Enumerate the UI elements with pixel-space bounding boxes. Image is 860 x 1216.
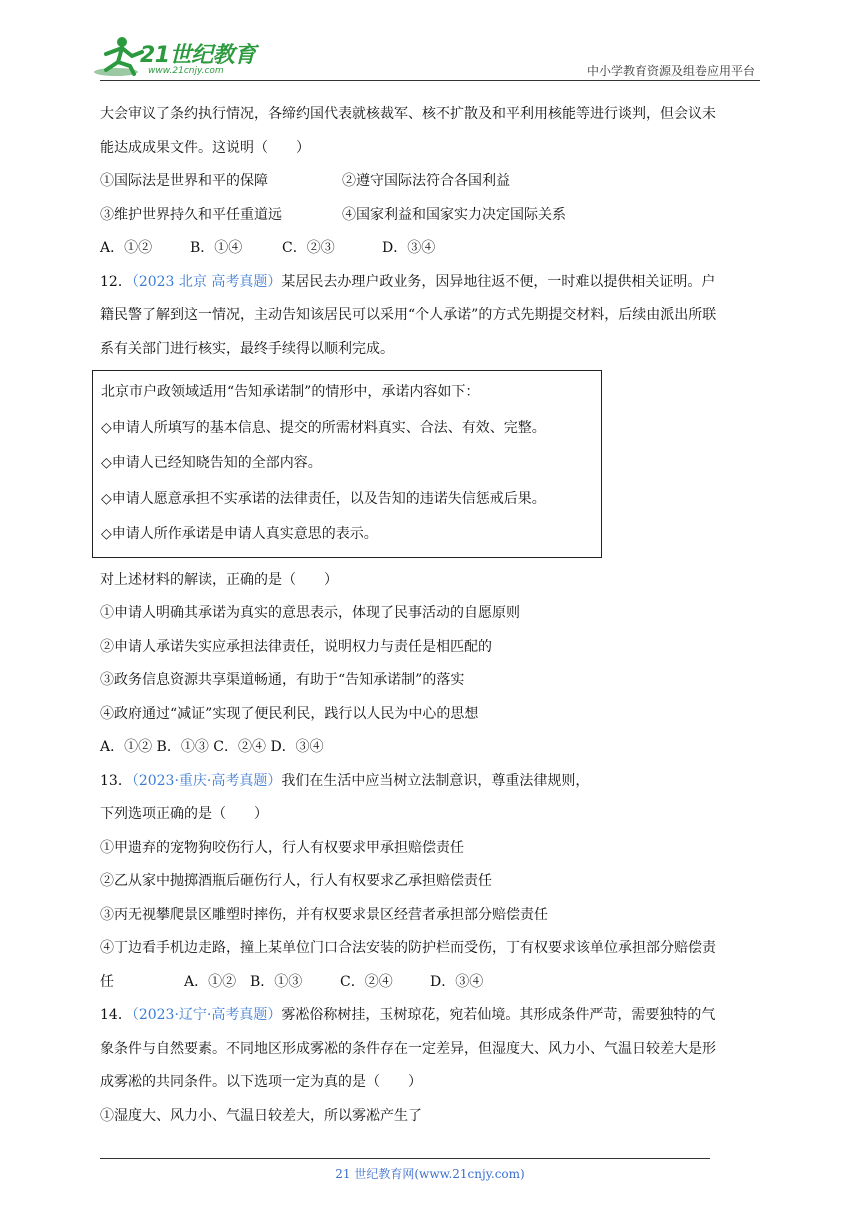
q12-stem-start: 某居民去办理户政业务，因异地往返不便，一时难以提供相关证明。户 xyxy=(281,273,716,290)
q13-number: 13． xyxy=(100,772,132,789)
q13-option-4-end: 任 xyxy=(100,973,114,990)
q11-choices xyxy=(100,232,760,266)
q12-number: 12． xyxy=(100,273,132,290)
q12-text-3: 系有关部门进行核实，最终手续得以顺利完成。 xyxy=(100,340,394,357)
q14-text-3: 成雾凇的共同条件。以下选项一定为真的是（ ） xyxy=(100,1074,422,1090)
header-divider xyxy=(100,80,760,81)
q12-box-line-3: ◇申请人已经知晓告知的全部内容。 xyxy=(101,455,322,471)
q13-choices xyxy=(100,966,760,1000)
logo-url: www.21cnjy.com xyxy=(148,66,224,76)
document-body xyxy=(100,98,760,1133)
q13-stem-start: 我们在生活中应当树立法制意识，尊重法律规则， xyxy=(281,772,590,789)
q13-source: （2023·重庆·高考真题） xyxy=(131,772,282,789)
q11-options-row-2 xyxy=(100,199,760,233)
q12-text-2: 籍民警了解到这一情况，主动告知该居民可以采用“个人承诺”的方式先期提交材料，后续由派出所联 xyxy=(100,307,717,323)
q13-choice-c: C．②④ xyxy=(340,973,393,990)
q12-text-1 xyxy=(100,266,760,300)
q11-choice-d: D．③④ xyxy=(382,240,436,256)
q12-box-line-5: ◇申请人所作承诺是申请人真实意思的表示。 xyxy=(101,526,378,542)
q12-choices: A．①② B．①③ C．②④ D．③④ xyxy=(100,739,324,755)
q11-choice-b: B．①④ xyxy=(190,240,243,256)
q11-options-row-1 xyxy=(100,165,760,199)
footer-divider xyxy=(100,1158,710,1159)
q11-text-1: 大会审议了条约执行情况，各缔约国代表就核裁军、核不扩散及和平利用核能等进行谈判，但会议未 xyxy=(100,106,716,122)
q12-box-line-1: 北京市户政领域适用“告知承诺制”的情形中，承诺内容如下： xyxy=(101,384,480,400)
q12-option-3: ③政务信息资源共享渠道畅通，有助于“告知承诺制”的落实 xyxy=(100,672,465,688)
platform-name: 中小学教育资源及组卷应用平台 xyxy=(586,64,755,78)
q14-text-1 xyxy=(100,999,760,1033)
q12-stem: 对上述材料的解读，正确的是（ ） xyxy=(100,571,338,588)
q12-option-4: ④政府通过“减证”实现了便民利民，践行以人民为中心的思想 xyxy=(100,705,479,722)
q13-choice-a: A．①② xyxy=(184,973,237,990)
q11-option-2: ②遵守国际法符合各国利益 xyxy=(342,173,510,189)
q12-material-box xyxy=(92,370,602,558)
page-header xyxy=(0,0,860,90)
q13-option-1: ①甲遗弃的宠物狗咬伤行人，行人有权要求甲承担赔偿责任 xyxy=(100,839,464,856)
q11-option-4: ④国家利益和国家实力决定国际关系 xyxy=(342,206,566,223)
q13-option-4: ④丁边看手机边走路，撞上某单位门口合法安装的防护栏而受伤，丁有权要求该单位承担部分赔偿责 xyxy=(100,940,716,956)
q12-option-1: ①申请人明确其承诺为真实的意思表示，体现了民事活动的自愿原则 xyxy=(100,605,520,621)
q13-option-2: ②乙从家中抛掷酒瓶后砸伤行人，行人有权要求乙承担赔偿责任 xyxy=(100,873,492,889)
q14-source: （2023·辽宁·高考真题） xyxy=(131,1007,282,1023)
q11-option-3: ③维护世界持久和平任重道远 xyxy=(100,206,282,223)
q13-text-1 xyxy=(100,765,760,799)
q12-box-line-2: ◇申请人所填写的基本信息、提交的所需材料真实、合法、有效、完整。 xyxy=(101,419,546,436)
q12-box-line-4: ◇申请人愿意承担不实承诺的法律责任，以及告知的违诺失信惩戒后果。 xyxy=(101,490,546,507)
q14-stem-start: 雾凇俗称树挂，玉树琼花，宛若仙境。其形成条件严苛，需要独特的气 xyxy=(281,1007,716,1023)
q12-option-2: ②申请人承诺失实应承担法律责任，说明权力与责任是相匹配的 xyxy=(100,638,492,655)
q11-choice-a: A．①② xyxy=(100,240,153,256)
q12-source: （2023 北京 高考真题） xyxy=(131,273,282,290)
footer-link[interactable]: 21 世纪教育网(www.21cnjy.com) xyxy=(335,1167,525,1181)
q13-choice-b: B．①③ xyxy=(250,973,303,990)
q11-option-1: ①国际法是世界和平的保障 xyxy=(100,173,268,189)
q14-number: 14． xyxy=(100,1007,132,1023)
q13-choice-d: D．③④ xyxy=(430,973,484,990)
logo-text: 21世纪教育 xyxy=(140,43,256,68)
q11-choice-c: C．②③ xyxy=(282,240,335,256)
q13-stem: 下列选项正确的是（ ） xyxy=(100,806,268,822)
q13-option-3: ③丙无视攀爬景区雕塑时摔伤，并有权要求景区经营者承担部分赔偿责任 xyxy=(100,906,548,923)
q14-option-1: ①湿度大、风力小、气温日较差大，所以雾凇产生了 xyxy=(100,1107,422,1124)
q11-text-2: 能达成成果文件。这说明（ ） xyxy=(100,139,310,156)
q14-text-2: 象条件与自然要素。不同地区形成雾凇的条件存在一定差异，但湿度大、风力小、气温日较差大是形 xyxy=(100,1040,716,1057)
